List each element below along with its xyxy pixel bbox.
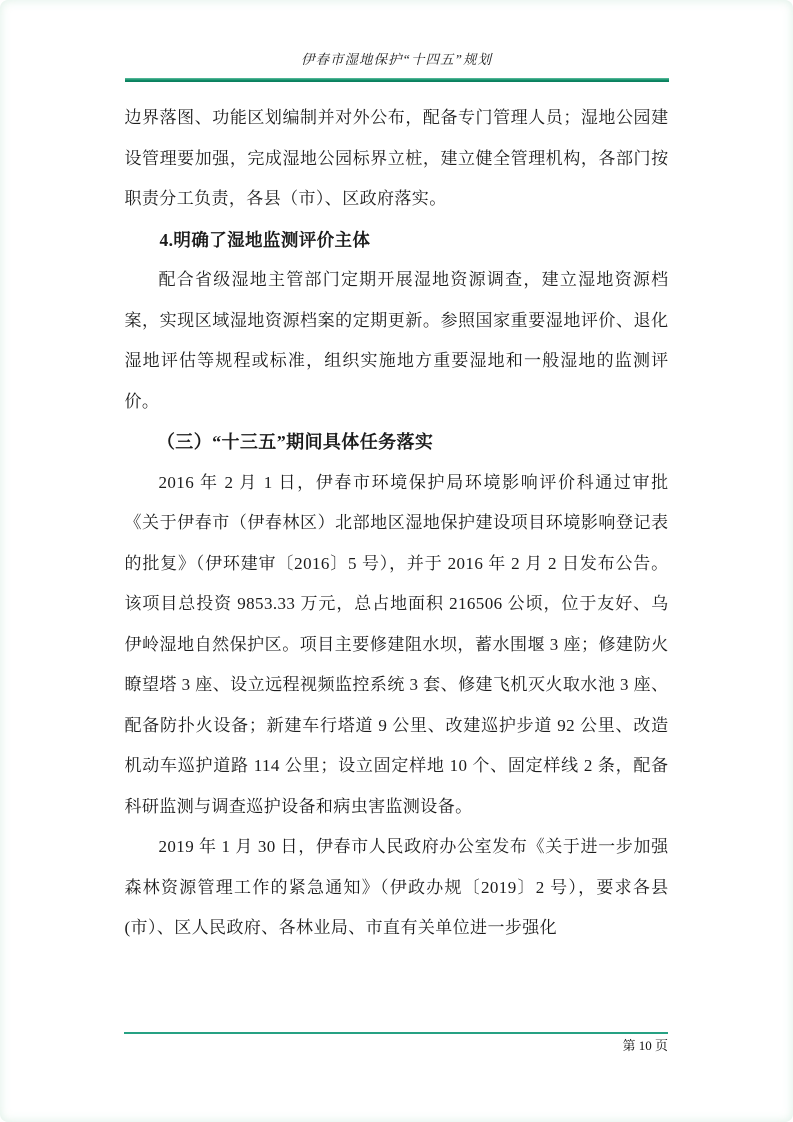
page-header xyxy=(125,50,669,82)
heading-monitoring-evaluation-subject: 4.明确了湿地监测评价主体 xyxy=(159,229,371,250)
paragraph-2019-urgent-notice: 2019 年 1 月 30 日，伊春市人民政府办公室发布《关于进一步加强森林资源管理工作的紧急通知》（伊政办规〔2019〕2 号），要求各县(市）、区人民政府、各林业局、市直有关单位进一步强化 xyxy=(124,837,669,937)
document-header-title: 伊春市湿地保护“十四五”规划 xyxy=(300,52,493,67)
header-divider-rule xyxy=(125,78,669,82)
heading-section-three-13th-five-year-tasks: （三）“十三五”期间具体任务落实 xyxy=(156,432,434,452)
paragraph-wetland-park-management: 边界落图、功能区划编制并对外公布，配备专门管理人员；湿地公园建设管理要加强，完成湿地公园标界立桩，建立健全管理机构，各部门按职责分工负责，各县（市）、区政府落实。 xyxy=(124,108,669,208)
paragraph-resource-survey-monitoring: 配合省级湿地主管部门定期开展湿地资源调查，建立湿地资源档案，实现区域湿地资源档案的定期更新。参照国家重要湿地评价、退化湿地评估等规程或标准，组织实施地方重要湿地和一般湿地的监测评价。 xyxy=(124,270,669,411)
page-number: 第 10 页 xyxy=(622,1038,668,1053)
page-footer xyxy=(124,1032,668,1055)
paragraph-2016-project-approval: 2016 年 2 月 1 日，伊春市环境保护局环境影响评价科通过审批《关于伊春市（伊春林区）北部地区湿地保护建设项目环境影响登记表的批复》（伊环建审〔2016〕5 号），并于 2016 年 2 月 2 日发布公告。该项目总投资 9853.33 万元，总占地面积 216506 公顷，位于友好、乌伊岭湿地自然保护区。项目主要修建阻水坝，蓄水围堰 3 座；修建防火瞭望塔 3 座、设立远程视频监控系统 3 套、修建飞机灭火取水池 3 座、配备防扑火设备；新建车行塔道 9 公里、改建巡护步道 92 公里、改造机动车巡护道路 114 公里；设立固定样地 10 个、固定样线 2 条，配备科研监测与调查巡护设备和病虫害监测设备。 xyxy=(124,472,669,816)
document-body xyxy=(125,98,669,949)
